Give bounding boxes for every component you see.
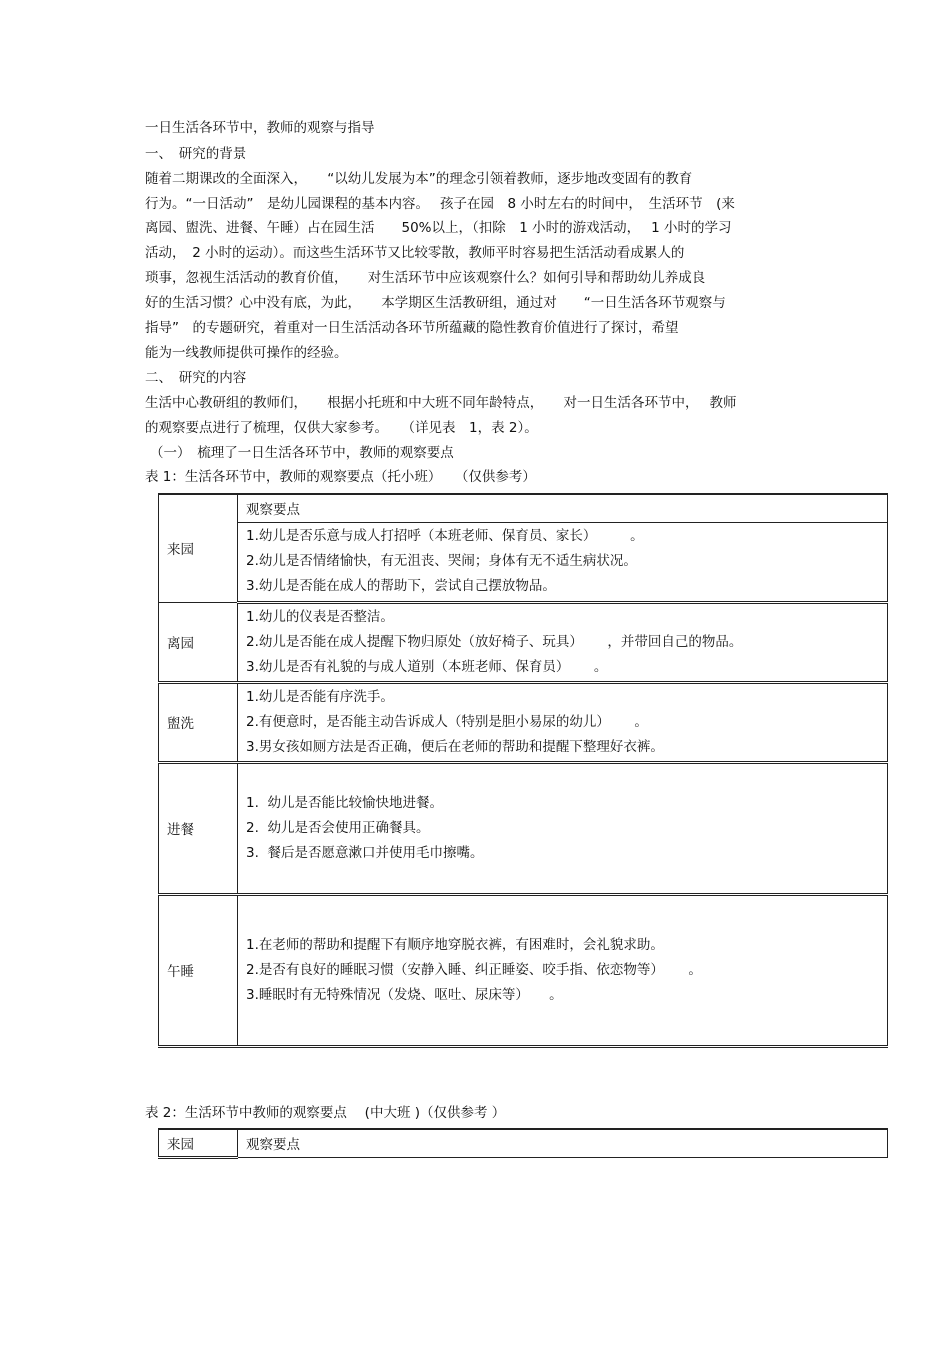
observation-item: 2.是否有良好的睡眠习惯（安静入睡、纠正睡姿、咬手指、依恋物等） 。 bbox=[246, 961, 702, 978]
observation-item: 1.幼儿是否乐意与成人打招呼（本班老师、保育员、家长） 。 bbox=[246, 528, 644, 544]
sub-heading: （一） 梳理了一日生活各环节中，教师的观察要点 bbox=[150, 445, 454, 461]
observation-item: 3.幼儿是否能在成人的帮助下，尝试自己摆放物品。 bbox=[246, 578, 556, 594]
observation-table-2 bbox=[158, 1128, 888, 1159]
table-cell-category bbox=[159, 762, 238, 894]
observation-item: 1.幼儿是否能有序洗手。 bbox=[246, 688, 394, 705]
table-row bbox=[159, 894, 888, 1046]
observation-item: 1.在老师的帮助和提醒下有顺序地穿脱衣裤，有困难时，会礼貌求助。 bbox=[246, 936, 664, 953]
table-row bbox=[159, 762, 888, 894]
observation-item: 3.男女孩如厕方法是否正确，便后在老师的帮助和提醒下整理好衣裤。 bbox=[246, 738, 664, 755]
section1-heading: 一、 研究的背景 bbox=[145, 146, 247, 162]
paragraph-line: 指导” 的专题研究，着重对一日生活活动各环节所蕴藏的隐性教育价值进行了探讨，希望 bbox=[145, 320, 679, 336]
observation-item: 3.幼儿是否有礼貌的与成人道别（本班老师、保育员） 。 bbox=[246, 658, 608, 675]
paragraph-line: 好的生活习惯？心中没有底，为此， 本学期区生活教研组，通过对 “一日生活各环节观察与 bbox=[145, 295, 726, 311]
paragraph-line: 行为。“一日活动” 是幼儿园课程的基本内容。 孩子在园 8 小时左右的时间中， 生活环节 (来 bbox=[145, 196, 735, 212]
category-label: 盥洗 bbox=[167, 716, 194, 732]
table-cell-items bbox=[238, 602, 888, 682]
page-title: 一日生活各环节中，教师的观察与指导 bbox=[145, 120, 375, 136]
table-cell-category bbox=[159, 1129, 238, 1157]
observation-item: 1. 幼儿是否能比较愉快地进餐。 bbox=[246, 794, 443, 811]
observation-item: 2.幼儿是否情绪愉快，有无沮丧、哭闹；身体有无不适生病状况。 bbox=[246, 553, 637, 569]
paragraph-line: 活动， 2 小时的运动）。而这些生活环节又比较零散，教师平时容易把生活活动看成累人的 bbox=[145, 245, 685, 261]
paragraph-line: 离园、盥洗、进餐、午睡）占在园生活 50%以上，（扣除 1 小时的游戏活动， 1 小时的学习 bbox=[145, 220, 732, 236]
table-cell-items bbox=[238, 762, 888, 894]
observation-item: 2.幼儿是否能在成人提醒下物归原处（放好椅子、玩具） ，并带回自己的物品。 bbox=[246, 633, 743, 650]
category-label: 进餐 bbox=[167, 822, 194, 838]
table-cell-category bbox=[159, 494, 238, 602]
category-label: 午睡 bbox=[167, 964, 194, 980]
observation-table-1 bbox=[158, 493, 888, 1048]
table-header-cell bbox=[238, 1129, 888, 1157]
table-row bbox=[159, 1129, 888, 1157]
table-cell-items bbox=[238, 522, 888, 602]
paragraph-line: 生活中心教研组的教师们， 根据小托班和中大班不同年龄特点， 对一日生活各环节中， 教师 bbox=[145, 395, 737, 411]
table2-caption: 表 2：生活环节中教师的观察要点 (中大班 )（仅供参考 ） bbox=[145, 1105, 506, 1121]
table1-caption: 表 1：生活各环节中，教师的观察要点（托小班） （仅供参考） bbox=[145, 469, 536, 485]
table-row bbox=[159, 682, 888, 762]
observation-item: 3.睡眠时有无特殊情况（发烧、呕吐、尿床等） 。 bbox=[246, 986, 563, 1003]
table-cell-category bbox=[159, 602, 238, 682]
category-label: 离园 bbox=[167, 635, 194, 652]
paragraph-line: 随着二期课改的全面深入， “以幼儿发展为本”的理念引领着教师，逐步地改变固有的教育 bbox=[145, 171, 693, 187]
observation-item: 2.有便意时，是否能主动告诉成人（特别是胆小易尿的幼儿） 。 bbox=[246, 713, 648, 730]
paragraph-line: 的观察要点进行了梳理，仅供大家参考。 （详见表 1，表 2）。 bbox=[145, 420, 538, 436]
table-cell-category bbox=[159, 894, 238, 1046]
table-cell-items bbox=[238, 894, 888, 1046]
paragraph-line: 琐事，忽视生活活动的教育价值， 对生活环节中应该观察什么？如何引导和帮助幼儿养成良 bbox=[145, 270, 706, 286]
table-header-label: 观察要点 bbox=[246, 502, 300, 519]
observation-item: 3. 餐后是否愿意漱口并使用毛巾擦嘴。 bbox=[246, 844, 484, 861]
category-label: 来园 bbox=[167, 542, 194, 559]
table-header-label: 观察要点 bbox=[246, 1137, 300, 1154]
section2-heading: 二、 研究的内容 bbox=[145, 370, 247, 386]
observation-item: 2. 幼儿是否会使用正确餐具。 bbox=[246, 819, 430, 836]
paragraph-line: 能为一线教师提供可操作的经验。 bbox=[145, 345, 348, 361]
category-label: 来园 bbox=[167, 1136, 194, 1153]
observation-item: 1.幼儿的仪表是否整洁。 bbox=[246, 608, 394, 625]
table-cell-items bbox=[238, 682, 888, 762]
table-header-cell bbox=[238, 494, 888, 522]
table-row bbox=[159, 602, 888, 682]
table-cell-category bbox=[159, 682, 238, 762]
